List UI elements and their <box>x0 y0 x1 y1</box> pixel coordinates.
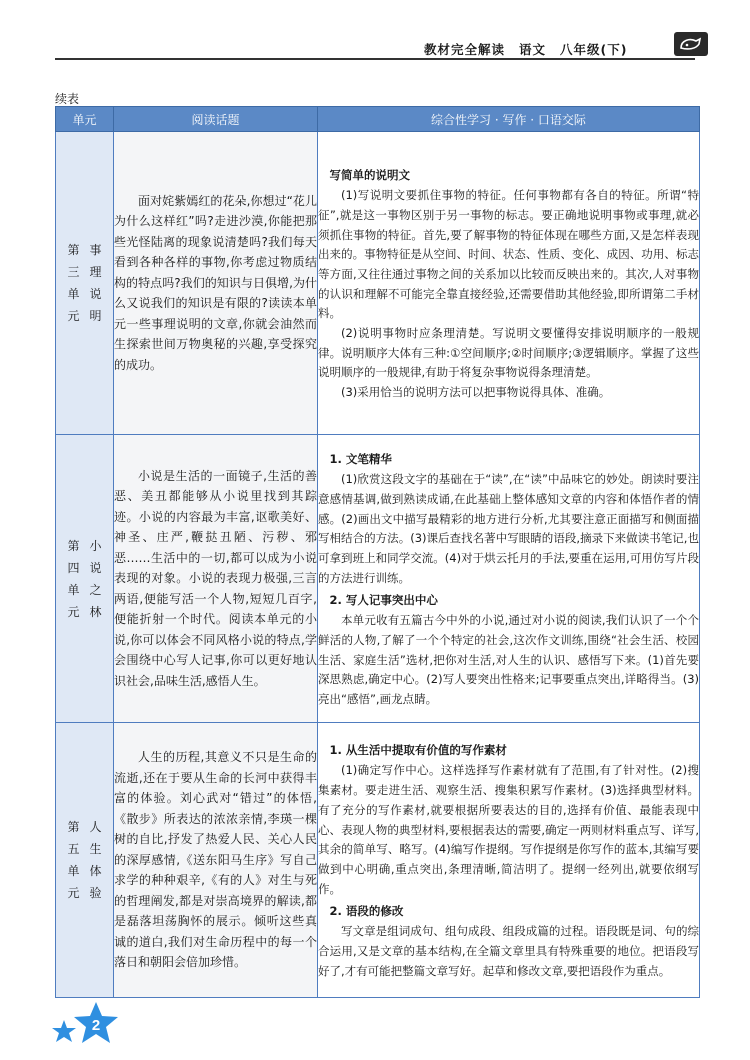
section-paragraph: (1)确定写作中心。这样选择写作素材就有了范围,有了针对性。(2)搜集素材。要走进生活、观察生活、搜集积累写作素材。(3)选择典型材料。有了充分的写作素材,就要根据所要表达的目的,选择有价值、最能表现中心、表现人物的典型材料,要根据表达的需要,确定一两则材料重点写、详写,其余的简单写、略写。(4)编写作提纲。写作提纲是你写作的蓝本,其编写要做到中心明确,重点突出,条理清晰,简洁明了。提纲一经列出,就要依纲写作。 <box>318 763 699 896</box>
section-title: 1. 从生活中提取有价值的写作素材 <box>329 743 507 758</box>
section-paragraph: (1)欣赏这段文字的基础在于“读”,在“读”中品味它的妙处。朗读时要注意感情基调,做到熟读成诵,在此基础上整体感知文章的内容和体悟作者的情感。(2)画出文中描写最精彩的地方进行分析,尤其要注意正面描写和侧面描写相结合的方法。(3)课后查找名著中写眼睛的语段,摘录下来做读书笔记,也可拿到班上和同学交流。(4)对于烘云托月的手法,要重在运用,可用仿写片段的方法进行训练。 <box>318 472 699 585</box>
table-row <box>56 132 700 435</box>
section-title: 2. 写人记事突出中心 <box>329 593 438 608</box>
reading-topic-cell <box>114 435 318 723</box>
unit-topic: 小 说 之 林 <box>89 538 102 619</box>
unit-cell <box>56 435 114 723</box>
reading-topic-cell <box>114 132 318 435</box>
section-paragraph: 写文章是组词成句、组句成段、组段成篇的过程。语段既是词、句的综合运用,又是文章的基本结构,在全篇文章里具有特殊重要的地位。把语段写好了,才有可能把整篇文章写好。起草和修改文章,要把语段作为重点。 <box>318 924 699 978</box>
unit-cell <box>56 132 114 435</box>
unit-topic: 事 理 说 明 <box>89 243 102 323</box>
section-paragraph: 本单元收有五篇古今中外的小说,通过对小说的阅读,我们认识了一个个鲜活的人物,了解了一个个特定的社会,这次作文训练,围绕“社会生活、校园生活、家庭生活”选材,把你对生活,对人生的认识、感悟写下来。(1)首先要深思熟虑,确定中心。(2)写人要突出性格来;记事要重点突出,详略得当。(3)亮出“感悟”,画龙点睛。 <box>318 613 699 707</box>
table-row <box>56 723 700 998</box>
header-subject: 语文 <box>519 42 547 57</box>
header-title <box>424 40 641 58</box>
comprehensive-cell <box>318 435 700 723</box>
reading-text: 小说是生活的一面镜子,生活的善恶、美丑都能够从小说里找到其踪迹。小说的内容最为丰富,讴歌美好、神圣、庄严,鞭挞丑陋、污秽、邪恶……生活中的一切,都可以成为小说表现的对象。小说的表现力极强,三言两语,便能写活一个人物,短短几百字,便能折射一个时代。阅读本单元的小说,你可以体会不同风格小说的特点,学会围绕中心写人记事,你可以更好地认识社会,品味生活,感悟人生。 <box>114 468 317 688</box>
header-unit: 单元 <box>56 107 114 132</box>
reading-text: 人生的历程,其意义不只是生命的流逝,还在于要从生命的长河中获得丰富的体验。刘心武对“错过”的体悟,《散步》所表达的浓浓亲情,李瑛一棵树的自比,抒发了热爱人民、关心人民的深厚感情,《送东阳马生序》写自己求学的种种艰辛,《有的人》对生与死的哲理阐发,都是对崇高境界的解读,都是磊落坦荡胸怀的展示。倾听这些真诚的道白,我们对生命历程中的每一个落日和朝阳会倍加珍惜。 <box>114 750 317 970</box>
curriculum-table <box>55 106 700 998</box>
table-header-row <box>56 107 700 132</box>
section-title: 1. 文笔精华 <box>329 452 392 467</box>
section-title: 写简单的说明文 <box>329 168 410 183</box>
comprehensive-cell <box>318 723 700 998</box>
header-book: 教材完全解读 <box>424 42 506 57</box>
header-reading: 阅读话题 <box>114 107 318 132</box>
page-number-badge <box>50 1000 130 1056</box>
unit-number: 第 五 单 元 <box>67 820 80 900</box>
comprehensive-cell <box>318 132 700 435</box>
header-comprehensive: 综合性学习 · 写作 · 口语交际 <box>318 107 700 132</box>
unit-cell <box>56 723 114 998</box>
page-number: 2 <box>91 1017 101 1034</box>
table-row <box>56 435 700 723</box>
unit-topic: 人 生 体 验 <box>89 820 102 900</box>
section-paragraph: (2)说明事物时应条理清楚。写说明文要懂得安排说明顺序的一般规律。说明顺序大体有三种:①空间顺序;②时间顺序;③逻辑顺序。掌握了这些说明顺序的一般规律,有助于将复杂事物说得条理清楚。 <box>318 326 699 380</box>
continued-label: 续表 <box>55 92 80 106</box>
header-grade: 八年级(下) <box>560 42 628 57</box>
section-title: 2. 语段的修改 <box>329 904 404 919</box>
book-logo-icon <box>674 32 708 56</box>
reading-topic-cell <box>114 723 318 998</box>
header-rule <box>55 58 695 60</box>
reading-text: 面对姹紫嫣红的花朵,你想过“花儿为什么这样红”吗?走进沙漠,你能把那些光怪陆离的现象说清楚吗?我们每天看到各种各样的事物,你考虑过物质结构的特点吗?我们的知识与日俱增,为什么又说我们的知识是有限的?读读本单元一些事理说明的文章,你就会油然而生探索世间万物奥秘的兴趣,享受探究的成功。 <box>114 193 317 372</box>
section-paragraph: (3)采用恰当的说明方法可以把事物说得具体、准确。 <box>341 385 611 400</box>
small-star-icon <box>52 1020 76 1042</box>
section-paragraph: (1)写说明文要抓住事物的特征。任何事物都有各自的特征。所谓“特征”,就是这一事物区别于另一事物的标志。要正确地说明事物或事理,就必须抓住事物的特征。首先,要了解事物的特征体现在哪些方面,又是怎样表现出来的。事物特征是从空间、时间、状态、性质、变化、成因、功用、标志等方面,又往往通过事物之间的关系加以比较而反映出来的。其次,人对事物的认识和理解不可能完全靠直接经验,还需要借助其他经验,即所谓第二手材料。 <box>318 188 699 321</box>
unit-number: 第 三 单 元 <box>67 243 80 323</box>
unit-number: 第 四 单 元 <box>67 538 80 619</box>
